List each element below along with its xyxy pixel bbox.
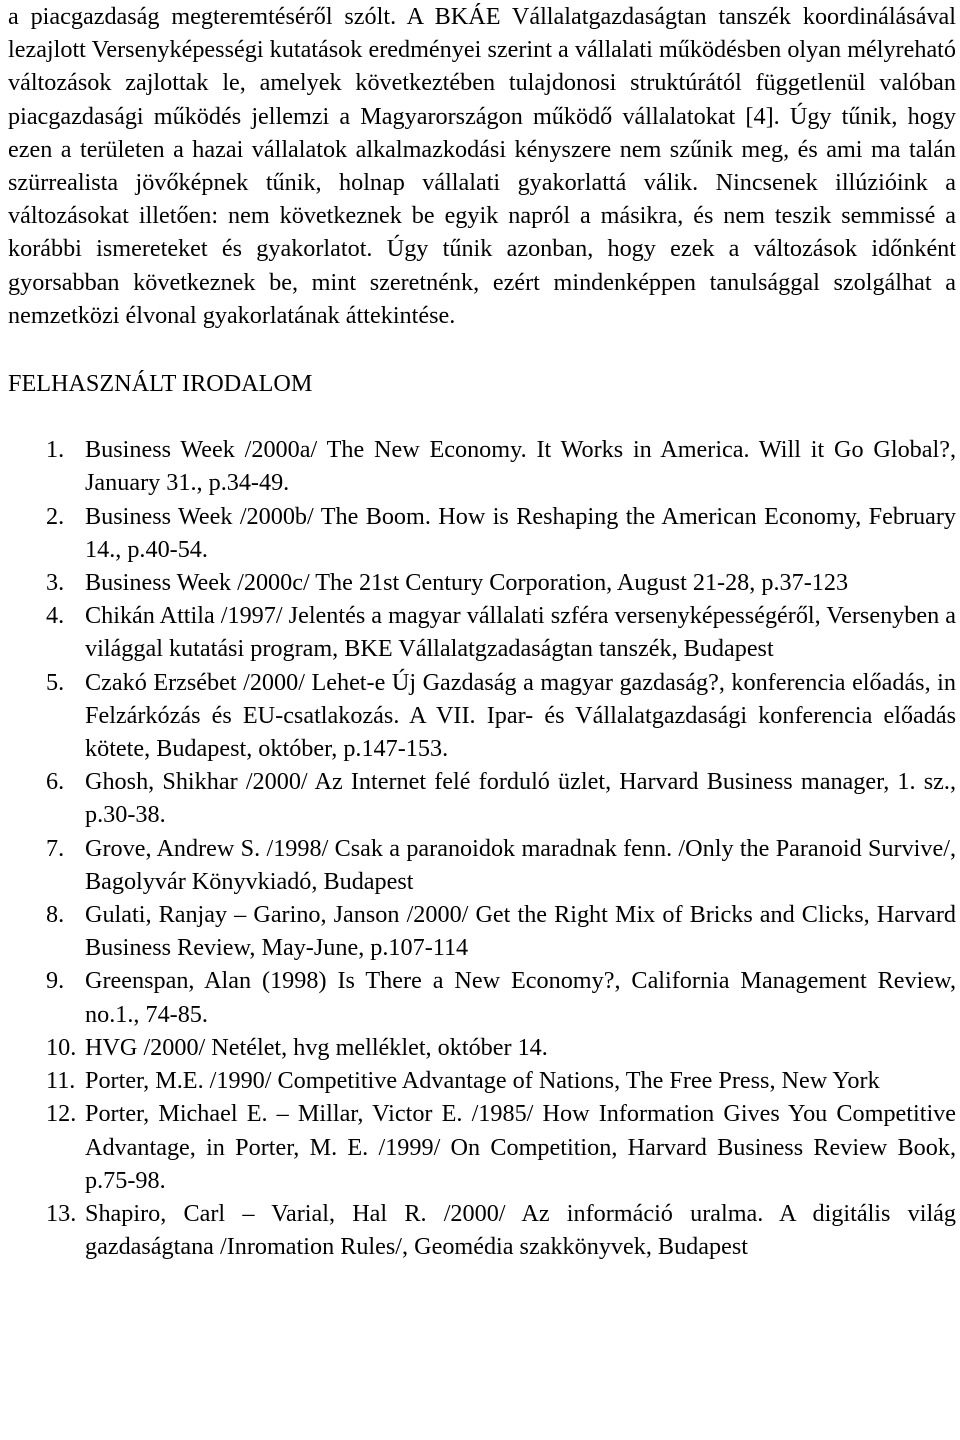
references-heading: FELHASZNÁLT IRODALOM bbox=[8, 370, 313, 398]
reference-number: 8. bbox=[46, 901, 65, 929]
reference-text: Gulati, Ranjay – Garino, Janson /2000/ Get the Right Mix of Bricks and Clicks, Harvard Business Review, May-June, p.107-114 bbox=[85, 901, 956, 962]
reference-text: Ghosh, Shikhar /2000/ Az Internet felé forduló üzlet, Harvard Business manager, 1. sz., p.30-38. bbox=[85, 768, 956, 829]
reference-text: Greenspan, Alan (1998) Is There a New Economy?, California Management Review, no.1., 74-85. bbox=[85, 967, 956, 1028]
reference-number: 3. bbox=[46, 569, 65, 597]
reference-number: 4. bbox=[46, 602, 65, 630]
reference-item bbox=[8, 1097, 956, 1197]
reference-number: 12. bbox=[46, 1100, 77, 1128]
reference-list bbox=[8, 433, 956, 1263]
reference-number: 10. bbox=[46, 1033, 77, 1061]
reference-item bbox=[8, 832, 956, 898]
reference-item bbox=[8, 765, 956, 831]
reference-item bbox=[8, 1031, 956, 1064]
reference-item bbox=[8, 1064, 956, 1097]
reference-number: 6. bbox=[46, 768, 65, 796]
reference-text: Shapiro, Carl – Varial, Hal R. /2000/ Az információ uralma. A digitális világ gazdaságtana /Inromation Rules/, Geomédia szakkönyvek, Budapest bbox=[85, 1199, 956, 1261]
reference-item bbox=[8, 666, 956, 766]
reference-text: Czakó Erzsébet /2000/ Lehet-e Új Gazdaság a magyar gazdaság?, konferencia előadás, in Felzárkózás és EU-csatlakozás. A VII. Ipar- és Vállalatgazdasági konferencia előadás kötete, Budapest, október, p.147-153. bbox=[85, 668, 956, 763]
reference-number: 13. bbox=[46, 1199, 77, 1227]
reference-number: 1. bbox=[46, 436, 65, 464]
reference-number: 5. bbox=[46, 668, 65, 696]
reference-number: 9. bbox=[46, 967, 65, 995]
reference-item bbox=[8, 433, 956, 499]
reference-number: 11. bbox=[46, 1067, 76, 1095]
reference-item bbox=[8, 566, 956, 599]
reference-text: HVG /2000/ Netélet, hvg melléklet, október 14. bbox=[85, 1033, 548, 1061]
reference-item bbox=[8, 898, 956, 964]
reference-item bbox=[8, 500, 956, 566]
reference-item bbox=[8, 1197, 956, 1263]
reference-number: 7. bbox=[46, 834, 65, 862]
body-paragraph: a piacgazdaság megteremtéséről szólt. A BKÁE Vállalatgazdaságtan tanszék koordinálásával lezajlott Versenyképességi kutatások eredményei szerint a vállalati működésben olyan mélyreható változások zajlottak le, amelyek következtében tulajdonosi struktúrától függetlenül valóban piacgazdasági működés jellemzi a Magyarországon működő vállalatokat [4]. Úgy tűnik, hogy ezen a területen a hazai vállalatok alkalmazkodási kényszere nem szűnik meg, és ami ma talán szürrealista jövőképnek tűnik, holnap vállalati gyakorlattá válik. Nincsenek illúzióink a változásokat illetően: nem következnek be egyik napról a másikra, és nem teszik semmissé a korábbi ismereteket és gyakorlatot. Úgy tűnik azonban, hogy ezek a változások időnként gyorsabban következnek be, mint szeretnénk, ezért mindenképpen tanulsággal szolgálhat a nemzetközi élvonal gyakorlatának áttekintése. bbox=[8, 3, 956, 329]
reference-text: Business Week /2000a/ The New Economy. It Works in America. Will it Go Global?, January 31., p.34-49. bbox=[85, 436, 956, 497]
reference-text: Business Week /2000c/ The 21st Century Corporation, August 21-28, p.37-123 bbox=[85, 569, 849, 597]
reference-text: Chikán Attila /1997/ Jelentés a magyar vállalati szféra versenyképességéről, Versenyben a világgal kutatási program, BKE Vállalatgzadaságtan tanszék, Budapest bbox=[85, 602, 956, 663]
reference-text: Porter, M.E. /1990/ Competitive Advantage of Nations, The Free Press, New York bbox=[85, 1067, 880, 1095]
reference-text: Grove, Andrew S. /1998/ Csak a paranoidok maradnak fenn. /Only the Paranoid Survive/, Bagolyvár Könyvkiadó, Budapest bbox=[85, 834, 956, 895]
reference-item bbox=[8, 599, 956, 665]
reference-text: Porter, Michael E. – Millar, Victor E. /1985/ How Information Gives You Competitive Advantage, in Porter, M. E. /1999/ On Competition, Harvard Business Review Book, p.75-98. bbox=[85, 1100, 956, 1194]
reference-number: 2. bbox=[46, 502, 65, 530]
document-page bbox=[8, 0, 956, 1263]
reference-text: Business Week /2000b/ The Boom. How is Reshaping the American Economy, February 14., p.40-54. bbox=[85, 502, 956, 563]
reference-item bbox=[8, 964, 956, 1030]
